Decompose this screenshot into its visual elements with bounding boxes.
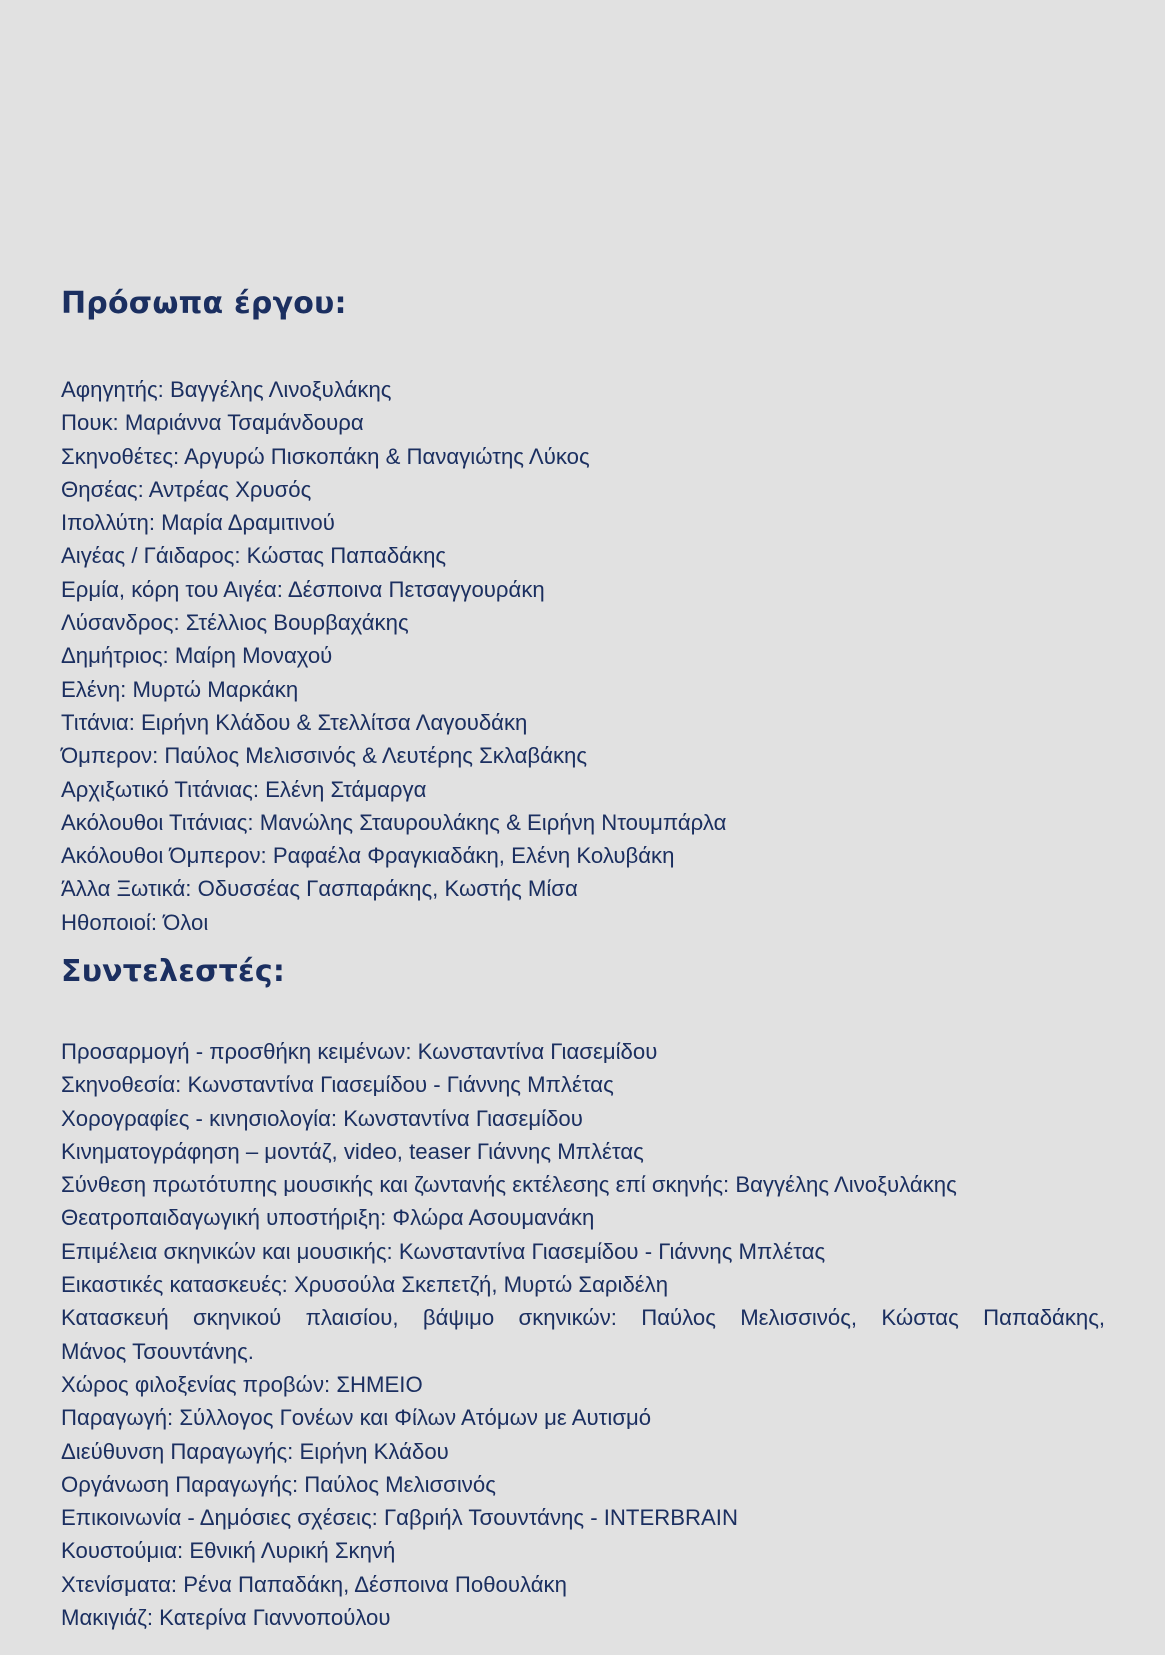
cast-item: Αρχιξωτικό Τιτάνιας: Ελένη Στάμαργα bbox=[61, 776, 427, 802]
credit-item: Σκηνοθεσία: Κωνσταντίνα Γιασεμίδου - Γιάννης Μπλέτας bbox=[61, 1072, 614, 1098]
credit-item: Σύνθεση πρωτότυπης μουσικής και ζωντανής εκτέλεσης επί σκηνής: Βαγγέλης Λινοξυλάκης bbox=[61, 1172, 957, 1198]
credit-item: Χώρος φιλοξενίας προβών: ΣΗΜΕΙΟ bbox=[61, 1371, 423, 1397]
credit-item: Διεύθυνση Παραγωγής: Ειρήνη Κλάδου bbox=[61, 1438, 449, 1464]
cast-item: Όμπερον: Παύλος Μελισσινός & Λευτέρης Σκλαβάκης bbox=[61, 743, 588, 769]
credit-item: Θεατροπαιδαγωγική υποστήριξη: Φλώρα Ασουμανάκη bbox=[61, 1205, 595, 1231]
cast-item: Άλλα Ξωτικά: Οδυσσέας Γασπαράκης, Κωστής Μίσα bbox=[61, 876, 578, 902]
credit-item: Κινηματογράφηση – μοντάζ, video, teaser Γιάννης Μπλέτας bbox=[61, 1138, 644, 1164]
cast-item: Ηθοποιοί: Όλοι bbox=[61, 909, 209, 935]
cast-heading: Πρόσωπα έργου: bbox=[61, 286, 347, 321]
cast-item: Ακόλουθοι Όμπερον: Ραφαέλα Φραγκιαδάκη, Ελένη Κολυβάκη bbox=[61, 843, 675, 869]
credit-item: Παραγωγή: Σύλλογος Γονέων και Φίλων Ατόμων με Αυτισμό bbox=[61, 1405, 652, 1431]
credit-item: Χτενίσματα: Ρένα Παπαδάκη, Δέσποινα Ποθουλάκη bbox=[61, 1571, 567, 1597]
cast-item: Αφηγητής: Βαγγέλης Λινοξυλάκης bbox=[61, 377, 392, 402]
credit-item: Χορογραφίες - κινησιολογία: Κωνσταντίνα Γιασεμίδου bbox=[61, 1105, 583, 1131]
credit-item: Οργάνωση Παραγωγής: Παύλος Μελισσινός bbox=[61, 1471, 496, 1497]
cast-item: Ακόλουθοι Τιτάνιας: Μανώλης Σταυρουλάκης & Ειρήνη Ντουμπάρλα bbox=[61, 809, 727, 835]
credits-heading: Συντελεστές: bbox=[61, 954, 286, 989]
cast-item: Πουκ: Μαριάννα Τσαμάνδουρα bbox=[61, 410, 364, 436]
cast-item: Δημήτριος: Μαίρη Μοναχού bbox=[61, 643, 333, 669]
cast-item: Ελένη: Μυρτώ Μαρκάκη bbox=[61, 676, 299, 702]
credit-item: Επικοινωνία - Δημόσιες σχέσεις: Γαβριήλ Τσουντάνης - INTERBRAIN bbox=[61, 1505, 738, 1531]
credits-list bbox=[61, 1035, 1105, 1634]
credit-item-continuation: Μάνος Τσουντάνης. bbox=[61, 1338, 254, 1364]
credit-item: Κουστούμια: Εθνική Λυρική Σκηνή bbox=[61, 1538, 396, 1564]
cast-item: Ιπολλύτη: Μαρία Δραμιτινού bbox=[61, 510, 335, 536]
cast-item: Σκηνοθέτες: Αργυρώ Πισκοπάκη & Παναγιώτης Λύκος bbox=[61, 443, 590, 469]
cast-item: Θησέας: Αντρέας Χρυσός bbox=[61, 476, 312, 502]
credit-item: Προσαρμογή - προσθήκη κειμένων: Κωνσταντίνα Γιασεμίδου bbox=[61, 1039, 658, 1064]
cast-item: Τιτάνια: Ειρήνη Κλάδου & Στελλίτσα Λαγουδάκη bbox=[61, 709, 528, 735]
cast-item: Λύσανδρος: Στέλλιος Βουρβαχάκης bbox=[61, 610, 409, 636]
credit-item: Εικαστικές κατασκευές: Χρυσούλα Σκεπετζή, Μυρτώ Σαριδέλη bbox=[61, 1272, 669, 1298]
cast-list bbox=[61, 373, 726, 939]
cast-item: Αιγέας / Γάιδαρος: Κώστας Παπαδάκης bbox=[61, 543, 447, 569]
credit-item: Επιμέλεια σκηνικών και μουσικής: Κωνσταντίνα Γιασεμίδου - Γιάννης Μπλέτας bbox=[61, 1238, 826, 1264]
credit-item: Μακιγιάζ: Κατερίνα Γιαννοπούλου bbox=[61, 1605, 391, 1631]
cast-item: Ερμία, κόρη του Αιγέα: Δέσποινα Πετσαγγουράκη bbox=[61, 576, 545, 602]
credit-item: Κατασκευή σκηνικού πλαισίου, βάψιμο σκηνικών: Παύλος Μελισσινός, Κώστας Παπαδάκης, bbox=[61, 1305, 1106, 1331]
